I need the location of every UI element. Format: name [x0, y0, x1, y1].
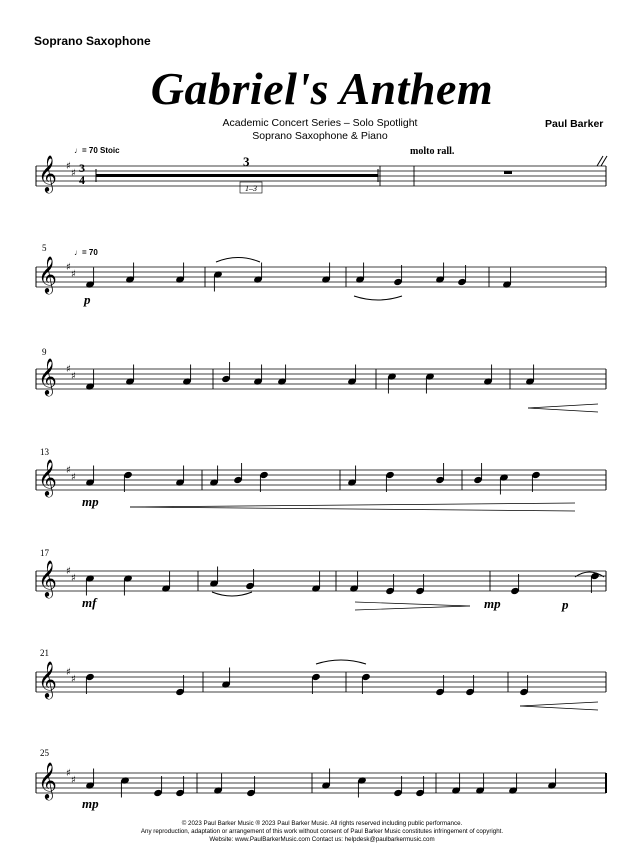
diminuendo-hairpin — [355, 606, 470, 610]
tempo-marking-2: ♩= 70 — [74, 248, 98, 257]
slur — [354, 296, 402, 300]
dynamic-marking: p — [84, 292, 91, 307]
treble-clef-icon: 𝄞 — [38, 660, 57, 698]
dynamic-marking: mp — [82, 494, 99, 509]
piece-title: Gabriel's Anthem — [150, 63, 494, 114]
sharp-icon: ♯ — [66, 161, 71, 172]
treble-clef-icon: 𝄞 — [38, 255, 57, 293]
treble-clef-icon: 𝄞 — [38, 559, 57, 597]
slur — [216, 258, 260, 263]
footer-line: Website: www.PaulBarkerMusic.com Contact us: helpdesk@paulbarkermusic.com — [209, 836, 435, 843]
composer-name: Paul Barker — [545, 118, 604, 130]
scoring-text: Soprano Saxophone & Piano — [252, 129, 388, 142]
slur — [316, 660, 366, 664]
whole-rest-icon — [504, 171, 512, 174]
treble-clef-icon: 𝄞 — [38, 761, 57, 799]
time-signature-top: 3 — [79, 161, 85, 175]
staves-group — [36, 154, 607, 800]
sharp-icon: ♯ — [66, 262, 71, 273]
crescendo-hairpin — [520, 706, 598, 710]
sharp-icon: ♯ — [71, 472, 76, 483]
series-text: Academic Concert Series – Solo Spotlight — [222, 117, 418, 129]
score-texts — [40, 146, 569, 811]
sharp-icon: ♯ — [66, 566, 71, 577]
molto-rall-marking: molto rall. — [410, 146, 455, 157]
sharp-icon: ♯ — [66, 364, 71, 375]
sharp-icon: ♯ — [66, 465, 71, 476]
crescendo-hairpin — [130, 503, 575, 507]
treble-clef-icon: 𝄞 — [38, 458, 57, 496]
sharp-icon: ♯ — [71, 168, 76, 179]
dynamic-marking: mp — [484, 596, 501, 611]
footer-line: Any reproduction, adaptation or arrangement of this work without consent of Paul Barker Music constitutes infringement of copyright. — [140, 828, 504, 835]
treble-clef-icon: 𝄞 — [38, 357, 57, 395]
measure-number: 13 — [40, 447, 49, 457]
measure-number: 9 — [42, 347, 47, 357]
dynamic-marking: mp — [82, 796, 99, 811]
sharp-icon: ♯ — [71, 269, 76, 280]
sharp-icon: ♯ — [71, 371, 76, 382]
tempo-marking-1: ♩= 70 Stoic — [74, 146, 120, 155]
multirest-bar — [96, 174, 378, 177]
crescendo-hairpin — [528, 404, 598, 408]
measure-number: 21 — [40, 648, 49, 658]
measure-number: 17 — [40, 548, 49, 558]
notes-group — [85, 258, 604, 798]
copyright-footer — [0, 820, 644, 844]
crescendo-hairpin — [520, 702, 598, 706]
sharp-icon: ♯ — [66, 768, 71, 779]
dynamic-marking: mf — [82, 595, 97, 610]
instrument-name: Soprano Saxophone — [34, 34, 151, 48]
sharp-icon: ♯ — [66, 667, 71, 678]
footer-line: © 2023 Paul Barker Music ® 2023 Paul Barker Music. All rights reserved including public performance. — [181, 820, 463, 827]
slur — [212, 592, 252, 596]
multirest-count: 3 — [243, 154, 250, 169]
sharp-icon: ♯ — [71, 573, 76, 584]
time-signature-bottom: 4 — [79, 173, 85, 187]
sharp-icon: ♯ — [71, 674, 76, 685]
crescendo-hairpin — [130, 507, 575, 511]
sharp-icon: ♯ — [71, 775, 76, 786]
diminuendo-hairpin — [355, 602, 470, 606]
multirest-range: 1–3 — [245, 184, 257, 193]
measure-number: 25 — [40, 748, 49, 758]
treble-clef-icon: 𝄞 — [38, 154, 57, 192]
measure-number: 5 — [42, 243, 47, 253]
crescendo-hairpin — [528, 408, 598, 412]
dynamic-marking: p — [562, 597, 569, 612]
